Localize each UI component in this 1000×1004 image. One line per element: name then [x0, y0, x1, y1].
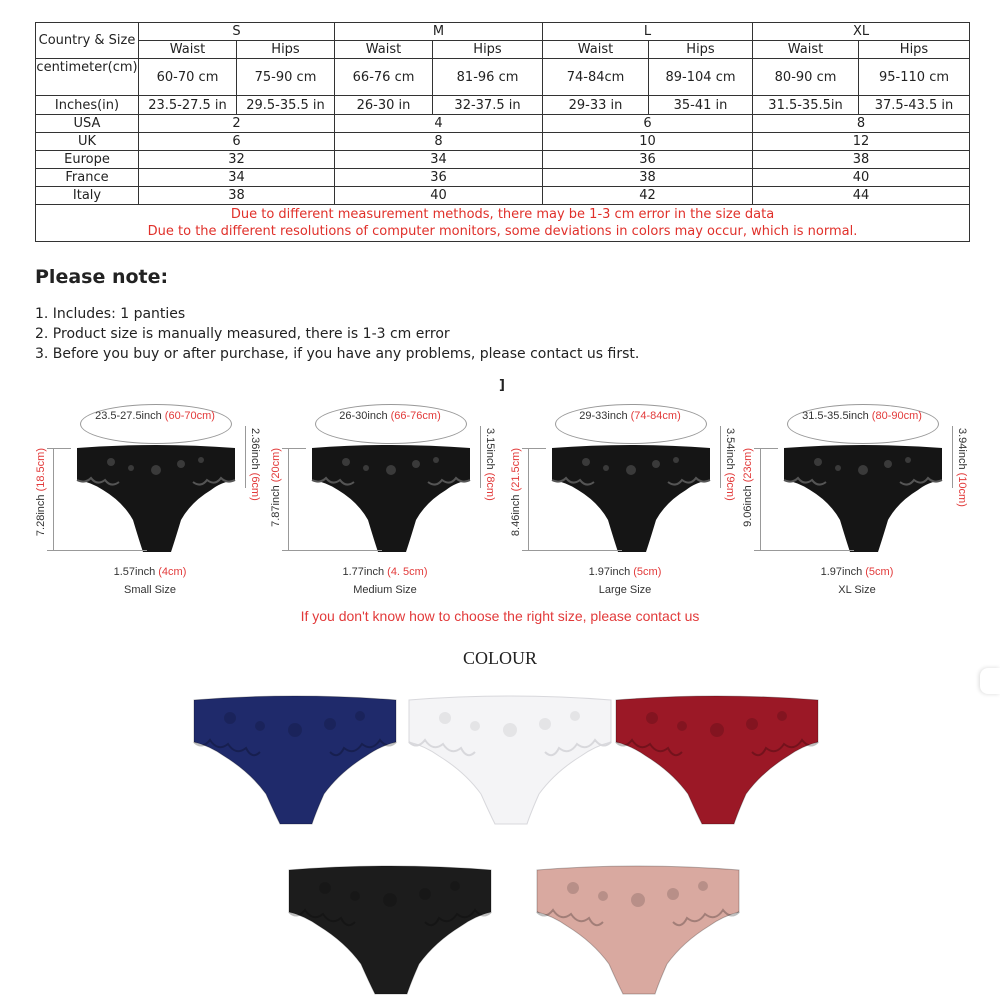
side-inch: 3.54inch — [724, 428, 736, 473]
length-line — [760, 448, 761, 550]
table-cell: 31.5-35.5in — [753, 96, 859, 115]
stray-glyph: ] — [499, 378, 505, 393]
length-tick-bottom — [47, 550, 147, 551]
table-cell: 4 — [335, 115, 543, 133]
waist-inch: 29-33inch — [579, 410, 631, 422]
table-cell: 95-110 cm — [859, 59, 970, 96]
side-measure-label — [724, 428, 736, 501]
waist-measure-label — [315, 410, 465, 422]
table-corner-header: Country & Size — [36, 23, 139, 59]
colour-swatch-pink[interactable] — [533, 860, 743, 1004]
measurement-error-note: Due to different measurement methods, there may be 1-3 cm error in the size data — [230, 207, 775, 222]
colour-swatch-wine-red[interactable] — [612, 690, 822, 834]
table-cell: 36 — [335, 169, 543, 187]
contact-notice: If you don't know how to choose the right size, please contact us — [300, 608, 700, 624]
size-header-l: L — [543, 23, 753, 41]
crotch-measure-label — [742, 566, 972, 578]
crotch-measure-label — [510, 566, 740, 578]
table-cell: 34 — [139, 169, 335, 187]
panties-icon — [612, 690, 822, 830]
table-cell: 2 — [139, 115, 335, 133]
size-header-s: S — [139, 23, 335, 41]
length-tick-bottom — [282, 550, 382, 551]
length-line — [53, 448, 54, 550]
list-item: 2. Product size is manually measured, there is 1-3 cm error — [35, 326, 450, 342]
table-cell: 32-37.5 in — [433, 96, 543, 115]
row-label-france: France — [36, 169, 139, 187]
measurement-panel-1 — [270, 400, 500, 600]
side-measure-label — [249, 428, 261, 501]
table-cell: 81-96 cm — [433, 59, 543, 96]
waist-cm: (74-84cm) — [630, 410, 681, 422]
length-measure-label — [510, 448, 522, 536]
length-cm: (20cm) — [270, 448, 282, 483]
size-chart-table — [35, 22, 970, 242]
table-cell: 38 — [543, 169, 753, 187]
length-line — [288, 448, 289, 550]
table-row — [36, 115, 970, 133]
table-cell: 38 — [139, 187, 335, 205]
sub-header-waist: Waist — [543, 41, 649, 59]
waist-measure-label — [555, 410, 705, 422]
measurement-panel-3 — [742, 400, 972, 600]
sub-header-hips: Hips — [237, 41, 335, 59]
please-note-list — [35, 304, 639, 364]
table-row — [36, 133, 970, 151]
side-inch: 3.15inch — [484, 428, 496, 473]
length-inch: 8.46inch — [510, 491, 522, 537]
table-notes — [36, 205, 970, 242]
size-name-label: Small Size — [124, 584, 176, 596]
panties-icon — [405, 690, 615, 830]
table-cell: 35-41 in — [649, 96, 753, 115]
panties-icon — [190, 690, 400, 830]
table-cell: 37.5-43.5 in — [859, 96, 970, 115]
table-cell: 8 — [335, 133, 543, 151]
waist-cm: (60-70cm) — [164, 410, 215, 422]
table-cell: 6 — [139, 133, 335, 151]
colour-title: COLOUR — [462, 648, 537, 668]
sub-header-waist: Waist — [139, 41, 237, 59]
row-label-italy: Italy — [36, 187, 139, 205]
crotch-cm: (5cm) — [633, 566, 662, 578]
side-scroll-tab[interactable] — [980, 668, 1000, 694]
panties-icon — [285, 860, 495, 1000]
side-cm: (10cm) — [956, 472, 968, 507]
table-cell: 40 — [335, 187, 543, 205]
length-tick-top — [522, 448, 546, 449]
table-cell: 60-70 cm — [139, 59, 237, 96]
crotch-cm: (5cm) — [865, 566, 894, 578]
table-cell: 26-30 in — [335, 96, 433, 115]
table-cell: 80-90 cm — [753, 59, 859, 96]
length-cm: (18.5cm) — [35, 448, 47, 492]
crotch-cm: (4. 5cm) — [387, 566, 428, 578]
crotch-cm: (4cm) — [158, 566, 187, 578]
length-tick-top — [754, 448, 778, 449]
table-cell: 42 — [543, 187, 753, 205]
table-row — [36, 187, 970, 205]
colour-swatch-navy[interactable] — [190, 690, 400, 834]
table-cell: 36 — [543, 151, 753, 169]
sub-header-waist: Waist — [335, 41, 433, 59]
list-item: 3. Before you buy or after purchase, if you have any problems, please contact us first. — [35, 346, 640, 362]
length-tick-bottom — [754, 550, 854, 551]
waist-measure-label — [80, 410, 230, 422]
side-line — [480, 426, 481, 488]
table-cell: 34 — [335, 151, 543, 169]
table-cell: 74-84cm — [543, 59, 649, 96]
measurement-panel-2 — [510, 400, 740, 600]
size-header-m: M — [335, 23, 543, 41]
row-label-uk: UK — [36, 133, 139, 151]
side-inch: 2.36inch — [249, 428, 261, 473]
side-measure-label — [956, 428, 968, 507]
crotch-inch: 1.57inch — [113, 566, 159, 578]
side-measure-label — [484, 428, 496, 501]
side-line — [952, 426, 953, 488]
crotch-measure-label — [35, 566, 265, 578]
length-line — [528, 448, 529, 550]
crotch-inch: 1.77inch — [342, 566, 388, 578]
table-cell: 44 — [753, 187, 970, 205]
panties-icon — [533, 860, 743, 1000]
side-line — [245, 426, 246, 488]
crotch-inch: 1.97inch — [820, 566, 866, 578]
side-inch: 3.94inch — [956, 428, 968, 473]
waist-cm: (66-76cm) — [390, 410, 441, 422]
side-cm: (8cm) — [484, 472, 496, 501]
colour-swatch-white[interactable] — [405, 690, 615, 834]
please-note-title: Please note: — [35, 266, 169, 288]
waist-inch: 26-30inch — [339, 410, 391, 422]
side-cm: (9cm) — [724, 472, 736, 501]
color-deviation-note: Due to the different resolutions of computer monitors, some deviations in colors may occur, which is normal. — [147, 224, 858, 239]
length-cm: (23cm) — [742, 448, 754, 483]
side-cm: (6cm) — [249, 472, 261, 501]
row-label-usa: USA — [36, 115, 139, 133]
table-cell: 66-76 cm — [335, 59, 433, 96]
length-tick-top — [282, 448, 306, 449]
table-row — [36, 59, 970, 96]
table-cell: 6 — [543, 115, 753, 133]
size-header-xl: XL — [753, 23, 970, 41]
size-name-label: Medium Size — [353, 584, 417, 596]
crotch-inch: 1.97inch — [588, 566, 634, 578]
colour-swatch-black[interactable] — [285, 860, 495, 1004]
length-measure-label — [35, 448, 47, 536]
length-tick-top — [47, 448, 71, 449]
table-row — [36, 169, 970, 187]
sub-header-hips: Hips — [649, 41, 753, 59]
row-label-cm: centimeter(cm) — [36, 59, 139, 96]
waist-inch: 23.5-27.5inch — [95, 410, 165, 422]
table-cell: 32 — [139, 151, 335, 169]
row-label-inches: Inches(in) — [36, 96, 139, 115]
waist-cm: (80-90cm) — [871, 410, 922, 422]
table-cell: 10 — [543, 133, 753, 151]
length-cm: (21.5cm) — [510, 448, 522, 492]
table-cell: 8 — [753, 115, 970, 133]
table-cell: 89-104 cm — [649, 59, 753, 96]
length-tick-bottom — [522, 550, 622, 551]
row-label-europe: Europe — [36, 151, 139, 169]
table-cell: 40 — [753, 169, 970, 187]
table-cell: 23.5-27.5 in — [139, 96, 237, 115]
sub-header-waist: Waist — [753, 41, 859, 59]
sub-header-hips: Hips — [859, 41, 970, 59]
side-line — [720, 426, 721, 488]
list-item: 1. Includes: 1 panties — [35, 306, 186, 322]
crotch-measure-label — [270, 566, 500, 578]
table-cell: 75-90 cm — [237, 59, 335, 96]
length-inch: 7.28inch — [35, 491, 47, 537]
length-inch: 7.87inch — [270, 482, 282, 527]
waist-inch: 31.5-35.5inch — [802, 410, 872, 422]
size-name-label: Large Size — [598, 584, 652, 596]
table-row — [36, 151, 970, 169]
table-cell: 38 — [753, 151, 970, 169]
table-cell: 12 — [753, 133, 970, 151]
length-measure-label — [270, 448, 282, 527]
sub-header-hips: Hips — [433, 41, 543, 59]
measurement-panel-0 — [35, 400, 265, 600]
length-inch: 9.06inch — [742, 482, 754, 527]
table-cell: 29-33 in — [543, 96, 649, 115]
length-measure-label — [742, 448, 754, 527]
table-cell: 29.5-35.5 in — [237, 96, 335, 115]
size-name-label: XL Size — [838, 584, 876, 596]
waist-measure-label — [787, 410, 937, 422]
table-row — [36, 96, 970, 115]
